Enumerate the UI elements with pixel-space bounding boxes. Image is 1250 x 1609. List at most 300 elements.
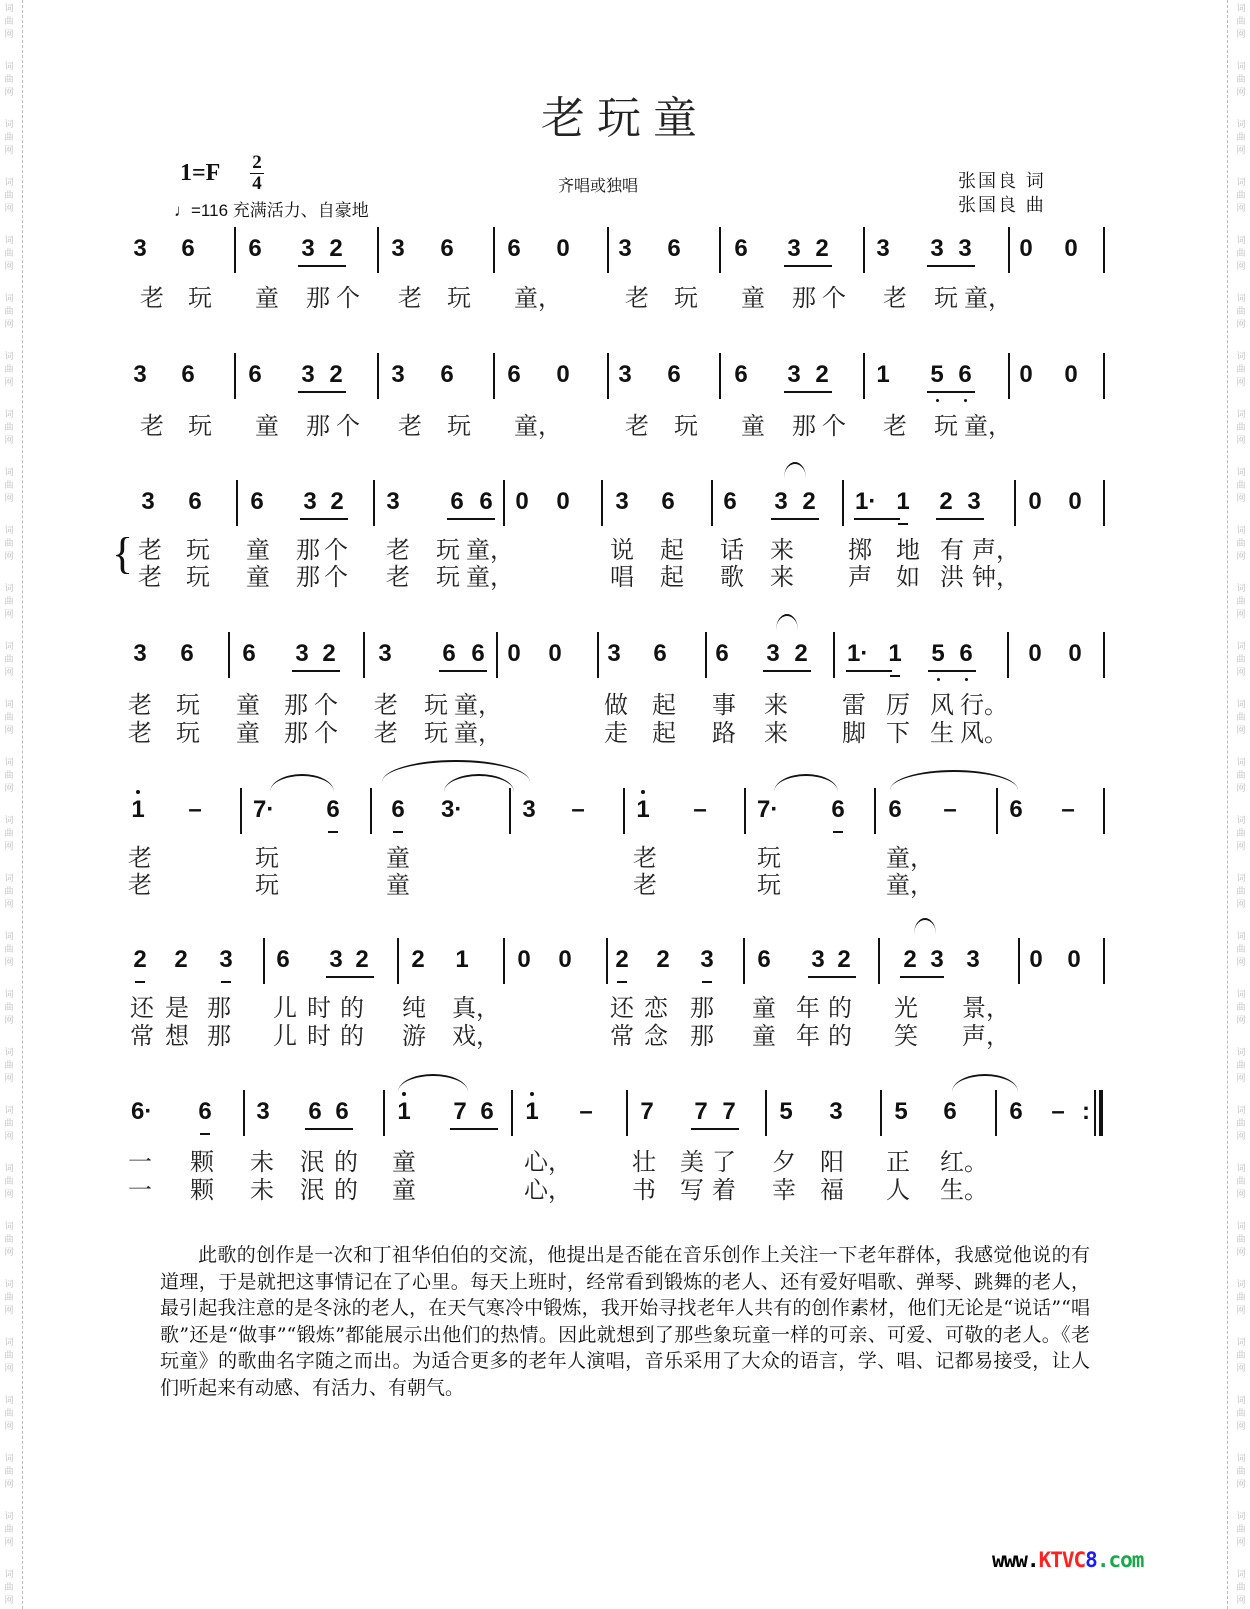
note: 0 [1064, 361, 1078, 388]
note: 6 [959, 640, 973, 667]
lyric-char: 老 [138, 536, 162, 564]
note: 0 [548, 640, 562, 667]
lyric-char: 玩 [188, 412, 212, 440]
lyric-char: 老 [883, 412, 907, 440]
note: 3 [133, 235, 147, 262]
lyric-char: 时 [307, 1022, 331, 1050]
barline [1018, 938, 1020, 984]
watermark-char: 词 [4, 1512, 14, 1522]
lyric-char: 玩 [757, 871, 781, 899]
lyric-char: 雷 [842, 691, 866, 719]
lyric-char: 年 [796, 1022, 820, 1050]
beam [298, 391, 346, 393]
watermark-char: 词 [1236, 758, 1246, 768]
site-brand-digit: 8 [1085, 1548, 1097, 1572]
beam [200, 1133, 210, 1135]
watermark-char: 曲 [4, 829, 14, 839]
note: 2 [903, 946, 917, 973]
barline [1103, 632, 1105, 678]
note: 3 [618, 361, 632, 388]
watermark-char: 词 [1236, 468, 1246, 478]
note: 6 [667, 361, 681, 388]
watermark-char: 网 [1236, 900, 1246, 910]
lyric-char: 童， [454, 719, 502, 747]
note: 6 [391, 796, 405, 823]
lyric-char: 掷 [848, 536, 872, 564]
note: 6 [831, 796, 845, 823]
beam [135, 981, 145, 983]
note: 6 [757, 946, 771, 973]
watermark-char: 网 [4, 1016, 14, 1026]
watermark-char: 网 [1236, 378, 1246, 388]
watermark-char: 网 [4, 1248, 14, 1258]
note: 1 [636, 796, 650, 823]
watermark-char: 网 [1236, 610, 1246, 620]
lyric-char: 心， [524, 1176, 572, 1204]
barline [493, 227, 495, 273]
lyric-char: 儿 [273, 1022, 297, 1050]
lyric-char: 玩 [186, 536, 210, 564]
lyric-char: 脚 [842, 719, 866, 747]
composer: 张国良 曲 [958, 195, 1046, 216]
barline [607, 227, 609, 273]
watermark-char: 网 [4, 610, 14, 620]
beam [900, 976, 944, 978]
watermark-char: 网 [4, 1596, 14, 1606]
lyric-char: 老 [625, 284, 649, 312]
lyric-char: 童 [255, 412, 279, 440]
watermark-char: 词 [4, 236, 14, 246]
note: 6 [250, 488, 264, 515]
note: 2 [802, 488, 816, 515]
watermark-char: 曲 [4, 249, 14, 259]
lyric-char: 童， [454, 691, 502, 719]
note: 3 [378, 640, 392, 667]
note: 6 [276, 946, 290, 973]
watermark-char: 曲 [4, 75, 14, 85]
lyric-char: 的 [340, 1022, 364, 1050]
site-logo [992, 1548, 1143, 1572]
score-row [120, 788, 1110, 838]
beam [936, 518, 984, 520]
watermark-char: 网 [1236, 1422, 1246, 1432]
watermark-char: 网 [1236, 1074, 1246, 1084]
note: 2 [133, 946, 147, 973]
watermark-char: 词 [4, 584, 14, 594]
lyric-char: 玩 [186, 563, 210, 591]
key-signature: 1=F [180, 160, 221, 186]
barline [236, 480, 238, 526]
lyric-char: 起 [652, 691, 676, 719]
lyric-char: 玩 [176, 691, 200, 719]
note: 3 [301, 361, 315, 388]
watermark-char: 曲 [1236, 1061, 1246, 1071]
barline [842, 480, 844, 526]
barline [1008, 227, 1010, 273]
repeat-barline-thin [1094, 1090, 1096, 1136]
watermark-char: 曲 [4, 1061, 14, 1071]
watermark-char: 网 [4, 146, 14, 156]
lyric-char: 那 [296, 536, 320, 564]
lyric-char: 玩 [255, 844, 279, 872]
barline [1014, 480, 1016, 526]
note: 6 [242, 640, 256, 667]
lyric-char: 玩 [424, 691, 448, 719]
barline [503, 480, 505, 526]
beam [898, 523, 908, 525]
beam [450, 1128, 498, 1130]
watermark-char: 曲 [4, 1119, 14, 1129]
note: 6 [198, 1098, 212, 1125]
lyric-char: 心， [524, 1148, 572, 1176]
watermark-char: 曲 [1236, 249, 1246, 259]
note: 0 [556, 361, 570, 388]
barline [601, 480, 603, 526]
slur [774, 774, 838, 792]
lyric-char: 个 [336, 412, 360, 440]
watermark-char: 网 [1236, 784, 1246, 794]
note: 6 [188, 488, 202, 515]
note: 1 [888, 640, 902, 667]
note: 0 [515, 488, 529, 515]
watermark-char: 曲 [1236, 17, 1246, 27]
watermark-char: 词 [1236, 700, 1246, 710]
time-signature [250, 154, 264, 193]
lyric-char: 的 [334, 1148, 358, 1176]
lyric-char: 玩 [436, 563, 460, 591]
watermark-char: 曲 [1236, 1351, 1246, 1361]
note: 3 [219, 946, 233, 973]
watermark-char: 曲 [1236, 1003, 1246, 1013]
watermark-char: 网 [4, 494, 14, 504]
lyric-char: 幸 [772, 1176, 796, 1204]
watermark-char: 词 [4, 1280, 14, 1290]
watermark-char: 网 [4, 204, 14, 214]
score-row [120, 353, 1110, 403]
watermark-char: 词 [4, 468, 14, 478]
watermark-char: 网 [1236, 726, 1246, 736]
watermark-char: 曲 [4, 887, 14, 897]
lyric-char: 老 [883, 284, 907, 312]
watermark-char: 网 [1236, 668, 1246, 678]
watermark-char: 曲 [4, 945, 14, 955]
watermark-char: 网 [1236, 494, 1246, 504]
octave-dot-above [402, 1092, 406, 1096]
lyric-char: 童 [236, 719, 260, 747]
lyric-char: 颗 [190, 1176, 214, 1204]
watermark-char: 词 [4, 352, 14, 362]
note: 6 [471, 640, 485, 667]
lyric-char: 个 [336, 284, 360, 312]
note: 2 [329, 361, 343, 388]
note: 6 [440, 361, 454, 388]
lyric-char: 景， [962, 994, 1010, 1022]
lyric-char: 老 [128, 719, 152, 747]
lyric-char: 常 [610, 1022, 634, 1050]
watermark-char: 曲 [1236, 1409, 1246, 1419]
watermark-char: 曲 [1236, 1525, 1246, 1535]
note: 1 [131, 796, 145, 823]
note: 6 [450, 488, 464, 515]
watermark-char: 网 [1236, 958, 1246, 968]
note: : [1082, 1098, 1090, 1125]
lyric-char: 事 [712, 691, 736, 719]
lyric-char: 老 [374, 691, 398, 719]
barline [234, 227, 236, 273]
watermark-char: 网 [1236, 436, 1246, 446]
lyric-char: 玩 [255, 871, 279, 899]
note: 2 [322, 640, 336, 667]
lyric-char: 书 [632, 1176, 656, 1204]
note: 7 [453, 1098, 467, 1125]
watermark-char: 网 [1236, 204, 1246, 214]
watermark-char: 词 [4, 1048, 14, 1058]
watermark-char: 曲 [1236, 1235, 1246, 1245]
lyric-char: 是 [165, 994, 189, 1022]
note: 6 [326, 796, 340, 823]
lyric-char: 老 [128, 691, 152, 719]
watermark-char: 词 [1236, 1048, 1246, 1058]
lyric-char: 纯 [402, 994, 426, 1022]
lyric-char: 老 [140, 412, 164, 440]
note: 6 [1009, 796, 1023, 823]
site-prefix: www. [992, 1548, 1039, 1572]
repeat-barline-thick [1099, 1090, 1103, 1136]
watermark-char: 网 [1236, 262, 1246, 272]
note: 7 [722, 1098, 736, 1125]
lyric-char: 路 [712, 719, 736, 747]
lyric-char: 老 [140, 284, 164, 312]
note: 3 [386, 488, 400, 515]
note: 6 [248, 361, 262, 388]
lyric-char: 那 [690, 1022, 714, 1050]
note: 1· [855, 488, 877, 515]
score-row [120, 227, 1110, 277]
watermark-char: 网 [4, 262, 14, 272]
lyric-char: 笑 [894, 1022, 918, 1050]
watermark-char: 词 [1236, 1512, 1246, 1522]
octave-dot-above [641, 790, 645, 794]
note: 2 [411, 946, 425, 973]
slur [776, 614, 798, 630]
barline [607, 353, 609, 399]
lyric-char: 福 [820, 1176, 844, 1204]
watermark-char: 词 [4, 410, 14, 420]
watermark-char: 曲 [1236, 307, 1246, 317]
note: 6 [723, 488, 737, 515]
note: 3 [966, 946, 980, 973]
lyric-char: 夕 [772, 1148, 796, 1176]
watermark-char: 词 [1236, 352, 1246, 362]
watermark-char: 词 [4, 932, 14, 942]
watermark-char: 词 [1236, 1570, 1246, 1580]
note: 6 [479, 488, 493, 515]
lyric-char: 童 [752, 1022, 776, 1050]
watermark-char: 曲 [1236, 597, 1246, 607]
lyric-char: 老 [374, 719, 398, 747]
watermark-char: 词 [1236, 120, 1246, 130]
left-watermark-strip [0, 0, 23, 1609]
lyric-char: 玩 [674, 284, 698, 312]
lyric-char: 一 [128, 1176, 152, 1204]
lyric-char: 风。 [960, 719, 1008, 747]
watermark-char: 词 [4, 1570, 14, 1580]
note: 0 [1068, 640, 1082, 667]
watermark-char: 词 [4, 1338, 14, 1348]
note: 0 [1067, 946, 1081, 973]
beam [691, 1128, 739, 1130]
note: 3 [607, 640, 621, 667]
lyric-char: 那 [207, 994, 231, 1022]
beam [846, 670, 892, 672]
lyric-char: 童， [514, 412, 562, 440]
watermark-char: 曲 [1236, 829, 1246, 839]
lyric-char: 写 [680, 1176, 704, 1204]
lyric-char: 玩 [447, 284, 471, 312]
performance-note: 齐唱或独唱 [558, 176, 639, 195]
watermark-char: 曲 [4, 307, 14, 317]
credits [958, 170, 1046, 218]
watermark-char: 网 [1236, 1538, 1246, 1548]
watermark-char: 网 [4, 436, 14, 446]
note: 6 [308, 1098, 322, 1125]
watermark-char: 曲 [1236, 1467, 1246, 1477]
watermark-char: 网 [4, 1306, 14, 1316]
barline [765, 1090, 767, 1136]
time-signature-top: 2 [252, 152, 262, 173]
barline [1103, 480, 1105, 526]
beam [763, 670, 811, 672]
note: 1 [876, 361, 890, 388]
lyric-char: 走 [604, 719, 628, 747]
watermark-char: 曲 [1236, 1583, 1246, 1593]
beam [298, 265, 346, 267]
beam [833, 831, 843, 833]
note: – [579, 1098, 593, 1125]
note: 3 [256, 1098, 270, 1125]
lyric-char: 来 [770, 536, 794, 564]
lyric-char: 恋 [644, 994, 668, 1022]
watermark-char: 曲 [1236, 481, 1246, 491]
watermark-char: 词 [4, 120, 14, 130]
lyric-char: 那 [207, 1022, 231, 1050]
barline [503, 938, 505, 984]
lyric-char: 泯 [300, 1176, 324, 1204]
watermark-char: 曲 [1236, 539, 1246, 549]
barline [626, 1090, 628, 1136]
note: 0 [1028, 640, 1042, 667]
note: 6 [480, 1098, 494, 1125]
watermark-char: 词 [1236, 1338, 1246, 1348]
note: 3 [133, 640, 147, 667]
watermark-char: 曲 [4, 1235, 14, 1245]
lyric-char: 玩 [424, 719, 448, 747]
watermark-char: 曲 [1236, 423, 1246, 433]
note: 2 [656, 946, 670, 973]
lyric-char: 童， [514, 284, 562, 312]
watermark-char: 曲 [4, 771, 14, 781]
watermark-char: 网 [4, 1480, 14, 1490]
note: 6 [1009, 1098, 1023, 1125]
slur [784, 462, 806, 478]
slur [914, 918, 936, 934]
lyric-char: 念 [644, 1022, 668, 1050]
barline [1103, 788, 1105, 834]
beam [854, 518, 900, 520]
lyric-char: 生。 [940, 1176, 988, 1204]
lyric-char: 壮 [632, 1148, 656, 1176]
lyric-char: 声 [848, 563, 872, 591]
lyric-char: 童 [386, 871, 410, 899]
lyric-char: 个 [314, 719, 338, 747]
watermark-char: 词 [4, 1164, 14, 1174]
lyric-char: 童 [752, 994, 776, 1022]
barline [1103, 353, 1105, 399]
site-suffix: .com [1096, 1548, 1144, 1572]
lyric-char: 玩 [674, 412, 698, 440]
octave-dot-below [937, 678, 940, 681]
lyric-char: 有 [940, 536, 964, 564]
lyric-char: 歌 [720, 563, 744, 591]
note: 2 [815, 361, 829, 388]
note: 0 [1019, 361, 1033, 388]
lyric-char: 童 [392, 1148, 416, 1176]
barline [1103, 227, 1105, 273]
watermark-char: 词 [4, 62, 14, 72]
beam [784, 391, 832, 393]
watermark-char: 词 [4, 178, 14, 188]
barline [880, 1090, 882, 1136]
barline [996, 788, 998, 834]
watermark-char: 词 [4, 990, 14, 1000]
lyric-char: 那 [792, 284, 816, 312]
beam [927, 391, 975, 393]
lyric-char: 行。 [960, 691, 1008, 719]
lyric-char: 起 [652, 719, 676, 747]
octave-dot-below [936, 399, 939, 402]
watermark-char: 网 [4, 320, 14, 330]
watermark-char: 网 [4, 726, 14, 736]
note: 6· [131, 1098, 153, 1125]
barline [1007, 632, 1009, 678]
watermark-char: 网 [4, 842, 14, 852]
right-watermark-strip [1227, 0, 1250, 1609]
barline [995, 1090, 997, 1136]
note: 3 [787, 361, 801, 388]
lyric-char: 的 [334, 1176, 358, 1204]
barline [377, 227, 379, 273]
note: 1· [847, 640, 869, 667]
lyric-char: 阳 [820, 1148, 844, 1176]
beam [890, 675, 900, 677]
beam [784, 265, 832, 267]
lyric-char: 童 [246, 536, 270, 564]
lyric-char: 童， [466, 536, 514, 564]
watermark-char: 网 [1236, 1480, 1246, 1490]
lyric-char: 玩 [934, 284, 958, 312]
note: – [693, 796, 707, 823]
lyric-char: 玩 [757, 844, 781, 872]
lyric-char: 童 [741, 284, 765, 312]
barline [240, 788, 242, 834]
lyric-char: 来 [770, 563, 794, 591]
lyric-char: 说 [610, 536, 634, 564]
note: 3 [930, 946, 944, 973]
note: 6 [943, 1098, 957, 1125]
time-signature-bottom: 4 [252, 173, 262, 194]
beam [221, 981, 231, 983]
watermark-char: 曲 [1236, 713, 1246, 723]
